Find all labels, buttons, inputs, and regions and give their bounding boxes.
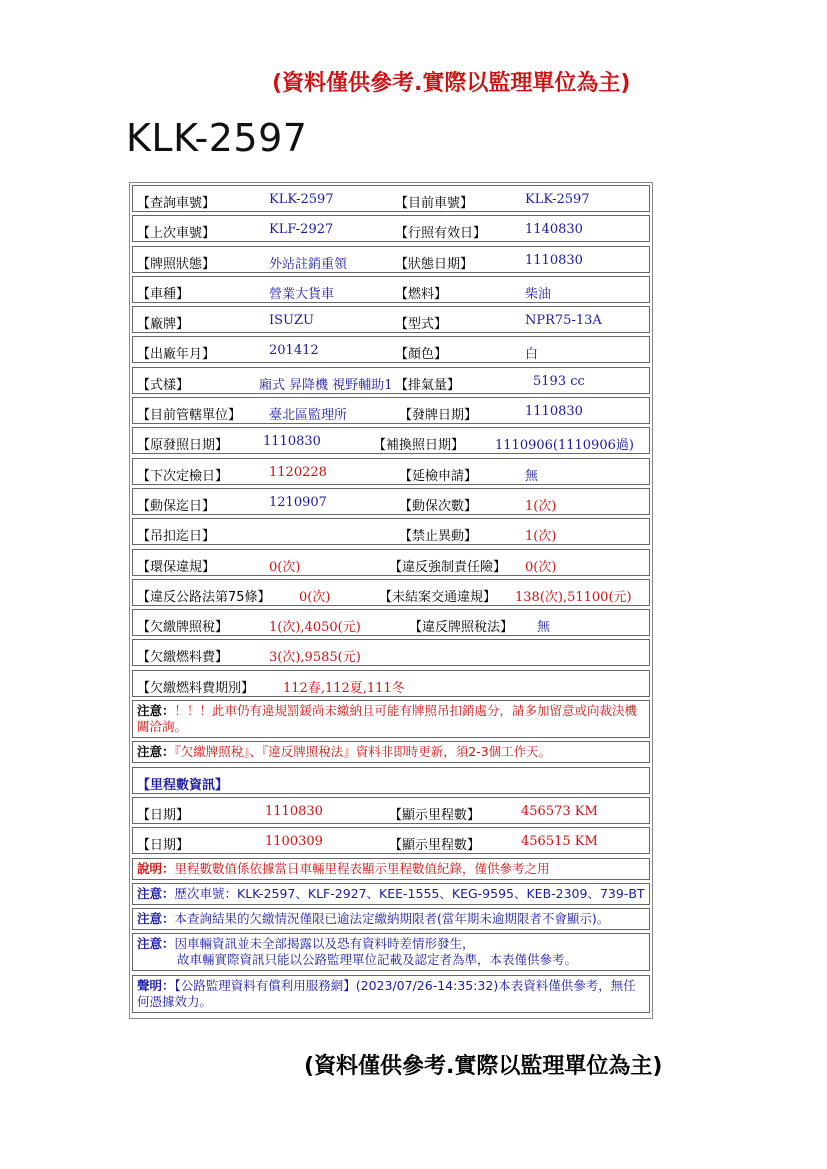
- row-value: 無: [525, 468, 539, 484]
- row-label: 【行照有效日】: [395, 226, 487, 242]
- info-row: [132, 488, 650, 515]
- row-label: 【欠繳燃料費】: [137, 650, 229, 666]
- row-label: 【未結案交通違規】: [379, 589, 497, 605]
- row-label: 【車種】: [137, 286, 190, 302]
- row-label: 【型式】: [395, 317, 448, 333]
- row-value: 營業大貨車: [269, 286, 335, 302]
- row-label: 【式樣】: [137, 377, 190, 393]
- row-value: 廂式 昇降機 視野輔助1: [259, 377, 393, 393]
- mileage-km-value: 456515 KM: [521, 834, 598, 850]
- row-value: 1110830: [525, 252, 583, 268]
- row-value: ISUZU: [269, 313, 314, 329]
- row-value: KLK-2597: [525, 192, 590, 207]
- row-label: 【牌照狀態】: [137, 256, 216, 272]
- row-value: 0(次): [269, 559, 301, 575]
- row-label: 【原發照日期】: [137, 438, 229, 454]
- row-label: 【查詢車號】: [137, 196, 216, 211]
- row-label: 【欠繳牌照稅】: [137, 620, 229, 636]
- row-label: 【發牌日期】: [399, 408, 478, 424]
- mileage-row: [132, 827, 650, 854]
- row-value: KLF-2927: [269, 222, 334, 238]
- mileage-km-label: 【顯示里程數】: [389, 838, 481, 854]
- vehicle-report-table: [129, 182, 653, 1019]
- row-label: 【環保違規】: [137, 559, 216, 575]
- mileage-date-value: 1110830: [265, 803, 323, 819]
- row-value: 1120228: [269, 464, 327, 480]
- mileage-section-header: 【里程數資訊】: [132, 767, 650, 794]
- info-row: [132, 549, 650, 576]
- info-row: [132, 185, 650, 212]
- info-row: [132, 427, 650, 454]
- fuel-period-value: 112春,112夏,111冬: [283, 680, 405, 696]
- fuel-period-row: [132, 670, 650, 697]
- row-label: 【目前管轄單位】: [137, 408, 242, 424]
- row-value: NPR75-13A: [525, 313, 602, 329]
- info-row: [132, 215, 650, 242]
- row-value: 0(次): [525, 559, 557, 575]
- row-value: 柴油: [525, 286, 552, 302]
- warning-tax-update: 注意：『欠繳牌照稅』、『違反牌照稅法』資料非即時更新，須2-3個工作天。: [132, 741, 650, 763]
- row-label: 【排氣量】: [395, 377, 461, 393]
- info-row: [132, 518, 650, 545]
- row-value: 外站註銷重領: [269, 256, 348, 272]
- info-row: [132, 336, 650, 363]
- info-row: [132, 397, 650, 424]
- row-value: 1110830: [263, 434, 321, 450]
- note-data-accuracy: 注意：因車輛資訊並未全部揭露以及恐有資料時差情形發生， 故車輛實際資訊只能以公路監理單位記載及認定者為準，本表僅供參考。: [132, 933, 650, 971]
- info-row: [132, 639, 650, 666]
- row-label: 【燃料】: [395, 286, 448, 302]
- row-label: 【顏色】: [395, 347, 448, 363]
- mileage-date-label: 【日期】: [137, 838, 190, 854]
- row-value: 1(次): [525, 498, 557, 514]
- row-label: 【延檢申請】: [399, 468, 478, 484]
- row-label: 【違反公路法第75條】: [137, 589, 271, 605]
- mileage-km-label: 【顯示里程數】: [389, 807, 481, 823]
- info-row: [132, 276, 650, 303]
- row-value: 5193 cc: [533, 373, 585, 389]
- row-value: 1(次),4050(元): [269, 620, 361, 636]
- note-mileage-explain: 說明：里程數數值係依據當日車輛里程表顯示里程數值紀錄，僅供參考之用: [132, 858, 650, 880]
- mileage-date-label: 【日期】: [137, 807, 190, 823]
- row-value: 白: [525, 347, 539, 363]
- info-row: [132, 367, 650, 394]
- footer-disclaimer: (資料僅供參考.實際以監理單位為主): [304, 1054, 663, 1079]
- info-row: [132, 579, 650, 606]
- row-label: 【補換照日期】: [373, 438, 465, 454]
- row-label: 【禁止異動】: [399, 529, 478, 545]
- warning-violation: 注意：！！！此車仍有違規罰鍰尚未繳納且可能有牌照吊扣銷處分，請多加留意或向裁決機關洽詢。: [132, 700, 650, 738]
- note-arrears: 注意：本查詢結果的欠繳情況僅限已逾法定繳納期限者(當年期未逾期限者不會顯示)。: [132, 908, 650, 930]
- note-source-statement: 聲明：【公路監理資料有償利用服務網】(2023/07/26-14:35:32)本表資料僅供參考，無任何憑據效力。: [132, 975, 650, 1013]
- row-label: 【違反牌照稅法】: [409, 620, 514, 636]
- info-row: [132, 246, 650, 273]
- row-value: 0(次): [299, 589, 331, 605]
- row-value: 1(次): [525, 529, 557, 545]
- row-label: 【吊扣迄日】: [137, 529, 216, 545]
- mileage-km-value: 456573 KM: [521, 803, 598, 819]
- info-row: [132, 609, 650, 636]
- row-label: 【狀態日期】: [395, 256, 474, 272]
- row-value: KLK-2597: [269, 192, 334, 207]
- row-value: 138(次),51100(元): [515, 589, 632, 605]
- fuel-period-label: 【欠繳燃料費期別】: [137, 680, 255, 696]
- plate-number-title: KLK-2597: [126, 116, 308, 160]
- info-row: [132, 458, 650, 485]
- row-value: 1140830: [525, 222, 583, 238]
- header-disclaimer: (資料僅供參考.實際以監理單位為主): [272, 71, 631, 96]
- row-value: 臺北區監理所: [269, 408, 348, 424]
- mileage-date-value: 1100309: [265, 834, 323, 850]
- vehicle-info-rows: [132, 185, 650, 666]
- row-label: 【違反強制責任險】: [389, 559, 507, 575]
- row-value: 1110830: [525, 404, 583, 420]
- mileage-row: [132, 797, 650, 824]
- row-label: 【上次車號】: [137, 226, 216, 242]
- row-label: 【動保迄日】: [137, 498, 216, 514]
- row-value: 1110906(1110906過): [495, 438, 634, 454]
- row-value: 201412: [269, 343, 319, 359]
- row-value: 無: [537, 620, 551, 636]
- row-label: 【廠牌】: [137, 317, 190, 333]
- row-value: 3(次),9585(元): [269, 650, 361, 666]
- row-label: 【目前車號】: [395, 196, 474, 211]
- note-plate-history: 注意：歷次車號：KLK-2597、KLF-2927、KEE-1555、KEG-9595、KEB-2309、739-BT: [132, 883, 650, 905]
- mileage-rows: [132, 797, 650, 854]
- info-row: [132, 306, 650, 333]
- row-label: 【出廠年月】: [137, 347, 216, 363]
- row-label: 【下次定檢日】: [137, 468, 229, 484]
- row-label: 【動保次數】: [399, 498, 478, 514]
- row-value: 1210907: [269, 494, 327, 510]
